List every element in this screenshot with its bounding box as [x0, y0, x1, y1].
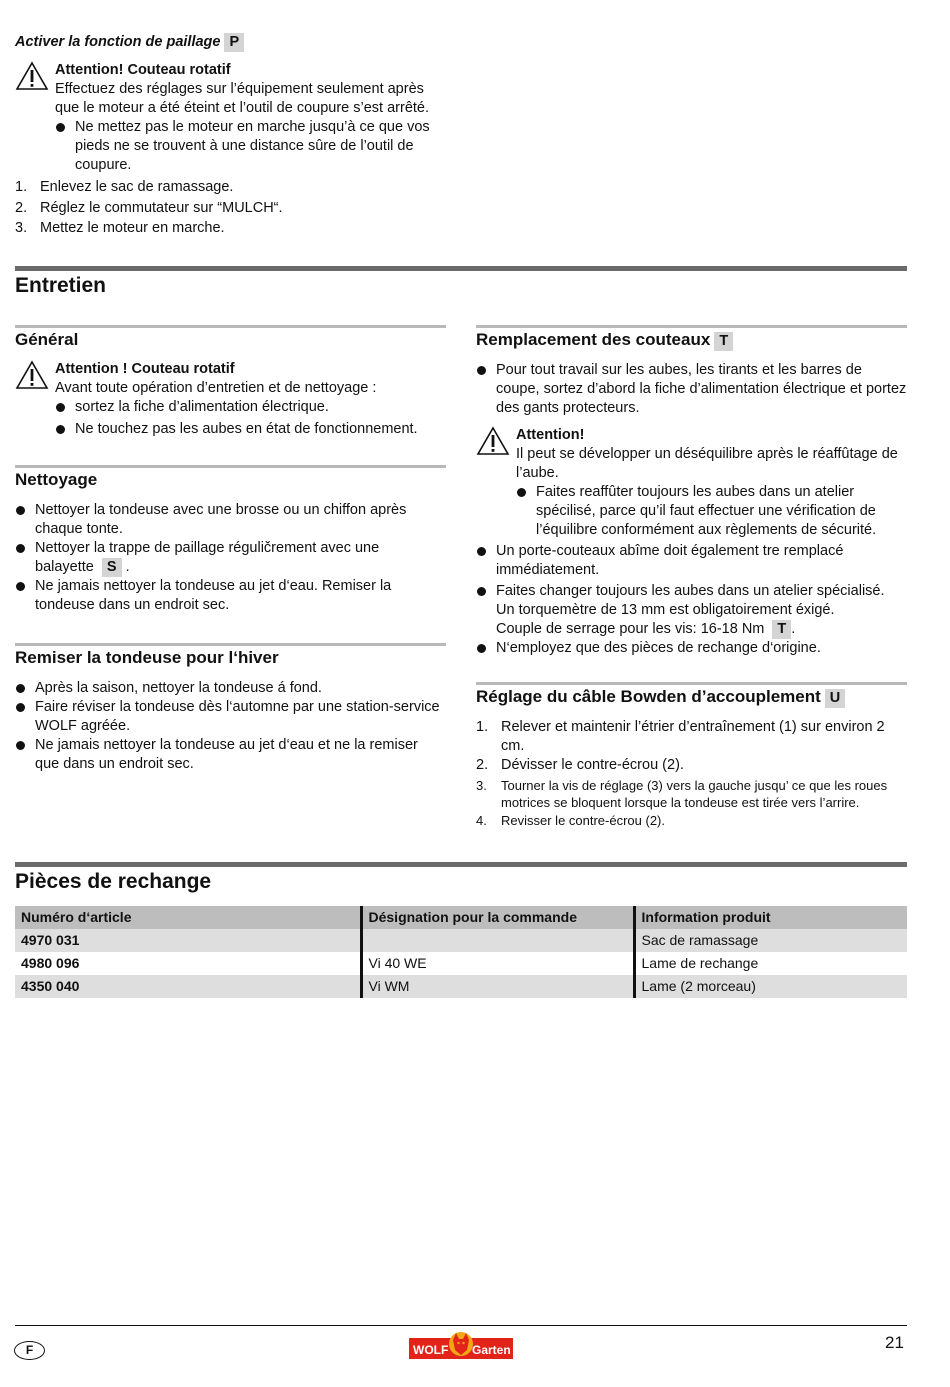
section-divider	[15, 266, 907, 271]
subsection-divider	[476, 682, 907, 685]
general-title: Général	[15, 330, 79, 349]
warning-icon	[15, 360, 49, 390]
mulch-section	[15, 33, 450, 238]
table-row	[15, 929, 907, 952]
section-divider	[15, 862, 907, 867]
general-bullet: Ne touchez pas les aubes en état de fonctionnement.	[55, 420, 446, 439]
hiver-section	[15, 647, 440, 774]
page-number: 21	[885, 1333, 904, 1352]
nettoyage-bullet: Nettoyer la trappe de paillage réguličrement avec une balayette S .	[15, 539, 440, 577]
general-warning-text: Avant toute opération d’entretien et de nettoyage :	[55, 380, 377, 396]
subsection-divider	[15, 643, 446, 646]
nettoyage-bullet: Nettoyer la tondeuse avec une brosse ou un chiffon après chaque tonte.	[15, 501, 440, 539]
bowden-step: 3. Tourner la vis de réglage (3) vers la gauche jusqu’ ce que les roues motrices se bloquent lorsque la tondeuse est tirée vers l’arrire.	[476, 778, 888, 810]
column-header: Désignation pour la commande	[361, 906, 634, 929]
couteaux-bullet: Pour tout travail sur les aubes, les tirants et les barres de coupe, sortez d’abord la fiche d’alimentation électrique et portez des gants protecteurs.	[476, 361, 907, 418]
general-warning-title: Attention ! Couteau rotatif	[55, 361, 235, 377]
figure-tag-s: S	[102, 558, 122, 577]
nettoyage-title: Nettoyage	[15, 470, 98, 489]
general-bullet: sortez la fiche d’alimentation électrique.	[55, 398, 446, 417]
couteaux-bullet: Faites changer toujours les aubes dans un atelier spécialisé. Un torquemètre de 13 mm est obligatoirement éxigé. Couple de serrage pour les vis: 16-18 Nm T .	[476, 582, 907, 639]
bowden-step: 1. Relever et maintenir l’étrier d’entraînement (1) sur environ 2 cm.	[476, 719, 885, 754]
couteaux-section	[476, 329, 907, 658]
footer-divider	[15, 1325, 907, 1326]
couteaux-bullet: N‘employez que des pièces de rechange d‘origine.	[476, 639, 907, 658]
mulch-warning-bullet: Ne mettez pas le moteur en marche jusqu’à ce que vos pieds ne se trouvent à une distance sûre de l’outil de coupure.	[55, 118, 450, 175]
wolf-garten-logo	[409, 1330, 513, 1360]
figure-tag-t: T	[714, 332, 733, 351]
product-info: Lame (2 morceau)	[634, 975, 907, 998]
article-number: 4350 040	[15, 975, 361, 998]
hiver-bullet: Faire réviser la tondeuse dès l‘automne par une station-service WOLF agréée.	[15, 698, 440, 736]
table-row	[15, 952, 907, 975]
bowden-section	[476, 686, 907, 829]
general-warning	[15, 360, 446, 439]
mulch-title: Activer la fonction de paillage P	[15, 33, 450, 52]
table-row	[15, 975, 907, 998]
product-info: Sac de ramassage	[634, 929, 907, 952]
parts-table	[15, 906, 907, 998]
article-number: 4970 031	[15, 929, 361, 952]
general-section	[15, 329, 446, 439]
article-number: 4980 096	[15, 952, 361, 975]
couteaux-warning-bullet: Faites reaffûter toujours les aubes dans un atelier spécilisé, parce qu’il faut effectuer une vérification de l’équilibre conformément aux règlements de sécurité.	[516, 483, 907, 540]
warning-icon	[476, 426, 510, 456]
order-designation: Vi WM	[361, 975, 634, 998]
order-designation: Vi 40 WE	[361, 952, 634, 975]
nettoyage-section	[15, 469, 440, 615]
couteaux-bullet: Un porte-couteaux abîme doit également tre remplacé immédiatement.	[476, 542, 907, 580]
product-info: Lame de rechange	[634, 952, 907, 975]
mulch-step: 3. Mettez le moteur en marche.	[15, 220, 225, 236]
table-header-row	[15, 906, 907, 929]
column-header: Information produit	[634, 906, 907, 929]
couteaux-warning	[476, 426, 907, 540]
nettoyage-bullet: Ne jamais nettoyer la tondeuse au jet d‘eau. Remiser la tondeuse dans un endroit sec.	[15, 577, 440, 615]
pieces-title: Pièces de rechange	[15, 870, 212, 893]
language-badge: F	[14, 1341, 45, 1360]
bowden-step: 2. Dévisser le contre-écrou (2).	[476, 757, 684, 773]
hiver-bullet: Après la saison, nettoyer la tondeuse á fond.	[15, 679, 440, 698]
bowden-step: 4. Revisser le contre-écrou (2).	[476, 813, 665, 828]
subsection-divider	[15, 465, 446, 468]
subsection-divider	[476, 325, 907, 328]
warning-icon	[15, 61, 49, 91]
couteaux-warning-text: Il peut se développer un déséquilibre après le réaffûtage de l’aube.	[516, 446, 898, 481]
mulch-step: 2. Réglez le commutateur sur “MULCH“.	[15, 199, 283, 216]
subsection-divider	[15, 325, 446, 328]
column-header: Numéro d‘article	[15, 906, 361, 929]
couteaux-warning-title: Attention!	[516, 427, 585, 443]
svg-text:WOLF: WOLF	[413, 1343, 449, 1357]
figure-tag-p: P	[224, 33, 244, 52]
mulch-warning-text: Effectuez des réglages sur l’équipement seulement après que le moteur a été éteint et l’outil de coupure s’est arrêté.	[55, 81, 429, 116]
entretien-title: Entretien	[15, 274, 107, 297]
figure-tag-t: T	[772, 620, 791, 639]
figure-tag-u: U	[825, 689, 845, 708]
order-designation	[361, 929, 634, 952]
svg-text:Garten: Garten	[472, 1343, 511, 1357]
couteaux-title: Remplacement des couteaux T	[476, 329, 907, 351]
bowden-title: Réglage du câble Bowden d’accouplement U	[476, 686, 907, 708]
mulch-warning-title: Attention! Couteau rotatif	[55, 62, 231, 78]
hiver-bullet: Ne jamais nettoyer la tondeuse au jet d‘eau et ne la remiser que dans un endroit sec.	[15, 736, 440, 774]
hiver-title: Remiser la tondeuse pour l‘hiver	[15, 648, 279, 667]
mulch-step: 1. Enlevez le sac de ramassage.	[15, 179, 234, 195]
mulch-warning	[15, 61, 450, 175]
